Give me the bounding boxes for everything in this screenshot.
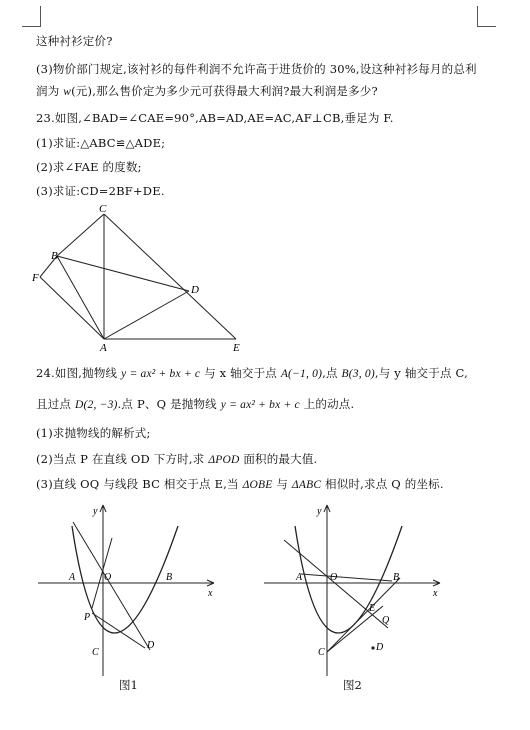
figure-2-caption: 图2 <box>343 678 362 692</box>
fig1-label-C: C <box>92 647 99 658</box>
text-line-2: (3)物价部门规定,该衬衫的每件利润不允许高于进货价的 30%,设这种衬衫每月的总利 <box>36 62 477 76</box>
fig23-label-B: B <box>51 250 58 262</box>
fig2-label-x: x <box>433 588 438 599</box>
fig2-label-y: y <box>317 506 322 517</box>
question-24-part-2: (2)当点 P 在直线 OD 下方时,求 ΔPOD 面积的最大值. <box>36 452 318 466</box>
fig1-label-x: x <box>208 588 213 599</box>
fig1-label-O: O <box>104 572 112 583</box>
question-23-part-1: (1)求证:△ABC≌△ADE; <box>36 136 166 150</box>
fig2-label-C: C <box>318 647 325 658</box>
fig2-label-A: A <box>296 572 303 583</box>
question-24-line-1: 24.如图,抛物线 y = ax² + bx + c 与 x 轴交于点 A(−1, 0),点 B(3, 0),与 y 轴交于点 C, <box>36 366 468 380</box>
fig23-label-A: A <box>100 342 107 354</box>
fig23-label-F: F <box>32 272 39 284</box>
fig1-label-y: y <box>93 506 98 517</box>
figure-1-caption: 图1 <box>119 678 138 692</box>
fig2-label-O: O <box>330 572 338 583</box>
question-24-part-3: (3)直线 OQ 与线段 BC 相交于点 E,当 ΔOBE 与 ΔABC 相似时,求点 Q 的坐标. <box>36 477 444 491</box>
fig1-label-A: A <box>69 572 76 583</box>
fig1-label-P: P <box>84 612 91 623</box>
fig2-label-E: E <box>369 603 376 614</box>
question-23-part-3: (3)求证:CD=2BF+DE. <box>36 184 165 198</box>
fig23-label-C: C <box>99 203 107 215</box>
fig1-label-B: B <box>166 572 173 583</box>
fig2-label-B: B <box>393 572 400 583</box>
fig23-label-D: D <box>191 284 199 296</box>
text-line-1: 这种衬衫定价? <box>36 34 113 48</box>
question-23-part-2: (2)求∠FAE 的度数; <box>36 160 142 174</box>
text-line-3: 润为 w(元),那么售价定为多少元可获得最大利润?最大利润是多少? <box>36 84 378 98</box>
question-24-line-2: 且过点 D(2, −3).点 P、Q 是抛物线 y = ax² + bx + c 上的动点. <box>36 397 355 411</box>
question-24-part-1: (1)求抛物线的解析式; <box>36 426 151 440</box>
question-23-title: 23.如图,∠BAD=∠CAE=90°,AB=AD,AE=AC,AF⊥CB,垂足为 F. <box>36 111 394 125</box>
fig23-label-E: E <box>233 342 240 354</box>
fig2-label-Q: Q <box>382 615 390 626</box>
fig1-label-D: D <box>147 640 155 651</box>
fig2-label-D: D <box>376 642 384 653</box>
fig2-point-D <box>371 646 374 649</box>
